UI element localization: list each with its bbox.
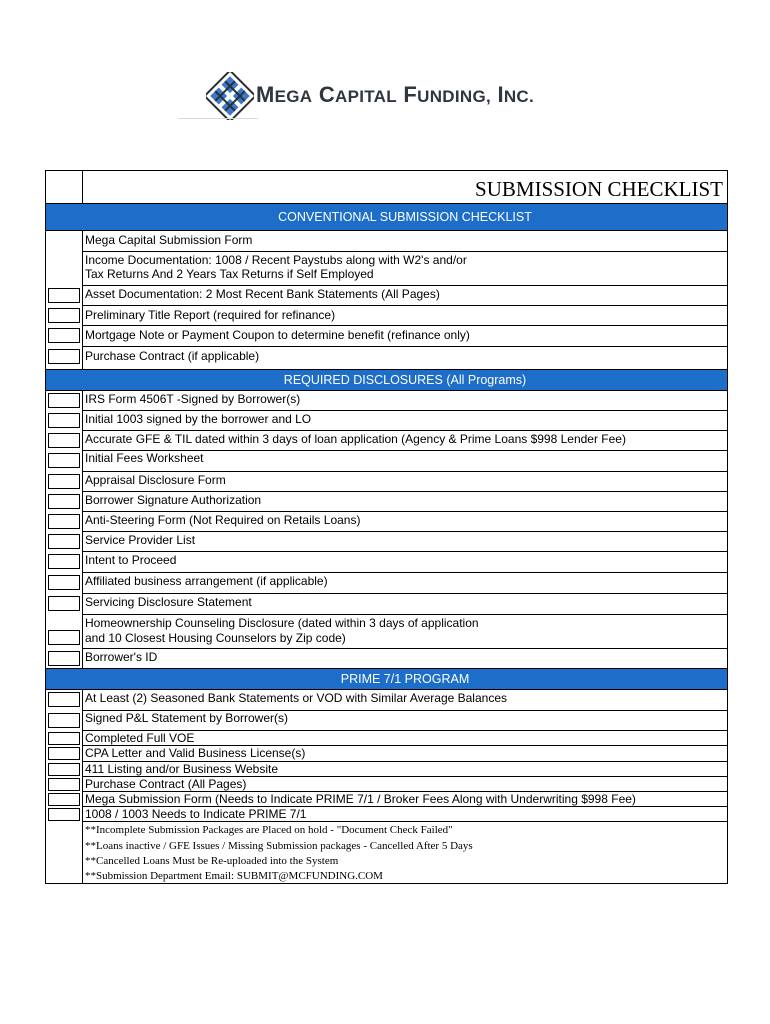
list-item: Accurate GFE & TIL dated within 3 days of loan application (Agency & Prime Loans $998 Lender Fee) xyxy=(83,431,727,451)
list-item: Completed Full VOE xyxy=(83,731,727,746)
checkbox[interactable] xyxy=(48,534,80,549)
checkbox[interactable] xyxy=(48,713,80,728)
checkbox[interactable] xyxy=(48,349,80,364)
checkbox[interactable] xyxy=(48,747,80,760)
checkbox[interactable] xyxy=(48,808,80,821)
checkbox[interactable] xyxy=(48,763,80,776)
checkbox[interactable] xyxy=(48,328,80,343)
checkbox[interactable] xyxy=(48,596,80,611)
checkbox[interactable] xyxy=(48,308,80,323)
list-item: Homeownership Counseling Disclosure (dated within 3 days of application and 10 Closest Housing Counselors by Zip code) xyxy=(83,615,727,649)
checkbox[interactable] xyxy=(48,575,80,590)
checkbox[interactable] xyxy=(48,393,80,408)
list-item: 411 Listing and/or Business Website xyxy=(83,762,727,777)
checkbox[interactable] xyxy=(48,413,80,428)
company-name: MEGA CAPITAL FUNDING, INC. xyxy=(256,82,535,107)
checkbox[interactable] xyxy=(48,433,80,448)
section-header-prime: PRIME 7/1 PROGRAM xyxy=(46,668,727,690)
note: **Incomplete Submission Packages are Placed on hold - "Document Check Failed" xyxy=(85,824,453,836)
checkbox[interactable] xyxy=(48,554,80,569)
list-item: Affiliated business arrangement (if applicable) xyxy=(83,573,727,594)
checkbox[interactable] xyxy=(48,732,80,745)
list-item: Mega Submission Form (Needs to Indicate PRIME 7/1 / Broker Fees Along with Underwriting $998 Fee) xyxy=(83,792,727,807)
section-header-disclosures: REQUIRED DISCLOSURES (All Programs) xyxy=(46,369,727,391)
company-logo-mark-icon xyxy=(206,72,254,120)
note: **Cancelled Loans Must be Re-uploaded into the System xyxy=(85,855,339,867)
checkbox[interactable] xyxy=(48,453,80,468)
page-title: SUBMISSION CHECKLIST xyxy=(475,177,723,201)
checkbox[interactable] xyxy=(48,651,80,666)
list-item: Appraisal Disclosure Form xyxy=(83,472,727,492)
checkbox[interactable] xyxy=(48,514,80,529)
checkbox[interactable] xyxy=(48,692,80,707)
section-header-conventional: CONVENTIONAL SUBMISSION CHECKLIST xyxy=(46,203,727,231)
list-item: Purchase Contract (if applicable) xyxy=(85,349,260,363)
checkbox[interactable] xyxy=(48,630,80,645)
list-item: Borrower's ID xyxy=(85,650,158,664)
checkbox[interactable] xyxy=(48,778,80,791)
list-item: Preliminary Title Report (required for refinance) xyxy=(83,306,727,326)
list-item: Initial 1003 signed by the borrower and LO xyxy=(83,411,727,431)
list-item: 1008 / 1003 Needs to Indicate PRIME 7/1 xyxy=(83,807,727,822)
list-item: Purchase Contract (All Pages) xyxy=(83,777,727,792)
checklist-table xyxy=(45,170,728,884)
list-item: Intent to Proceed xyxy=(83,552,727,573)
list-item: At Least (2) Seasoned Bank Statements or VOD with Similar Average Balances xyxy=(83,690,727,711)
logo-divider xyxy=(178,118,258,119)
list-item: CPA Letter and Valid Business License(s) xyxy=(83,746,727,762)
checkbox[interactable] xyxy=(48,494,80,509)
list-item: Signed P&L Statement by Borrower(s) xyxy=(83,711,727,731)
checkbox[interactable] xyxy=(48,793,80,806)
list-item: Borrower Signature Authorization xyxy=(83,492,727,512)
list-item: Servicing Disclosure Statement xyxy=(83,594,727,615)
note: **Loans inactive / GFE Issues / Missing Submission packages - Cancelled After 5 Days xyxy=(85,840,473,852)
list-item: Service Provider List xyxy=(83,532,727,552)
list-item: Mortgage Note or Payment Coupon to determine benefit (refinance only) xyxy=(83,326,727,347)
list-item: Income Documentation: 1008 / Recent Paystubs along with W2's and/or Tax Returns And 2 Years Tax Returns if Self Employed xyxy=(83,252,727,286)
checkbox[interactable] xyxy=(48,474,80,489)
list-item: Mega Capital Submission Form xyxy=(83,231,727,252)
note: **Submission Department Email: SUBMIT@MCFUNDING.COM xyxy=(85,870,383,882)
company-logo xyxy=(206,72,546,122)
list-item: Anti-Steering Form (Not Required on Retails Loans) xyxy=(83,512,727,532)
list-item: Asset Documentation: 2 Most Recent Bank Statements (All Pages) xyxy=(83,286,727,306)
list-item: IRS Form 4506T -Signed by Borrower(s) xyxy=(83,391,727,411)
checkbox[interactable] xyxy=(48,288,80,303)
list-item: Initial Fees Worksheet xyxy=(83,451,727,472)
